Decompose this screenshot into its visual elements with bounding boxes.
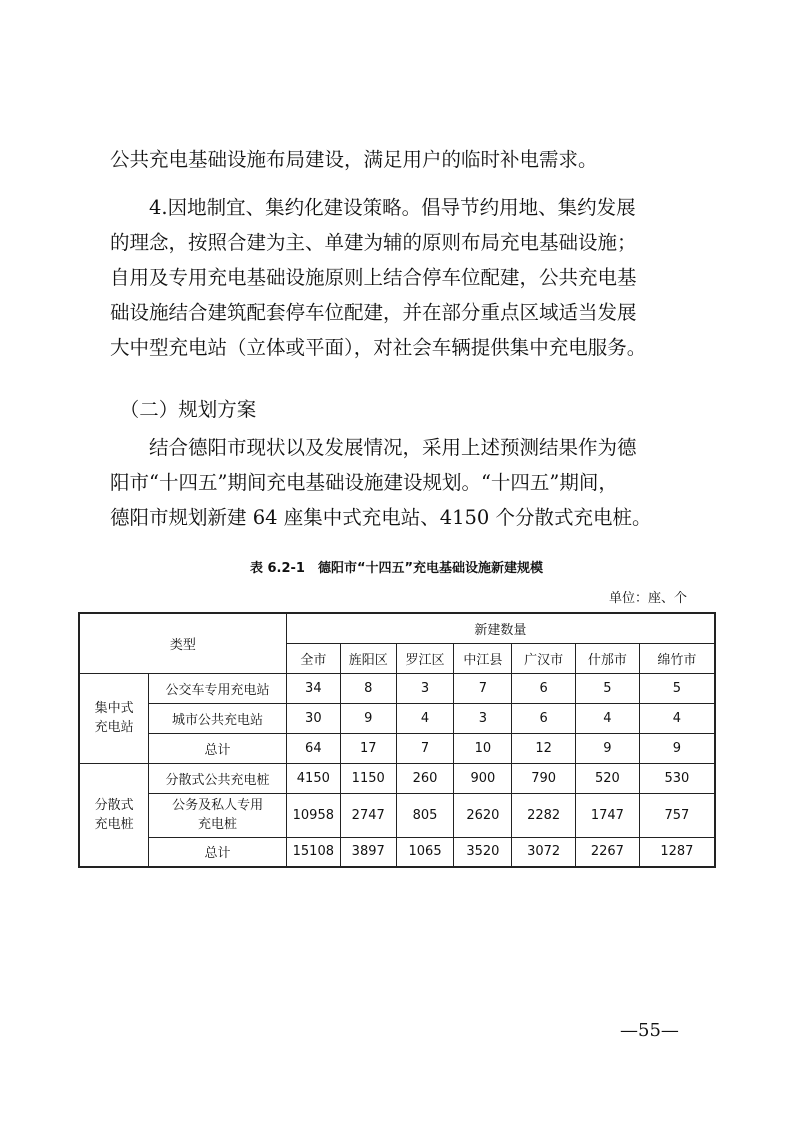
table-cell: 2267 [576,837,640,867]
table-row [79,673,715,703]
row-label-text: 公务及私人专用充电桩 [172,798,264,832]
table-cell: 7 [396,733,454,763]
row-label [149,793,287,837]
table-cell: 900 [454,763,512,793]
section-heading [110,392,690,427]
group-label [79,673,149,763]
text-line: 自用及专用充电基础设施原则上结合停车位配建，公共充电基 [110,266,637,289]
paragraph-3 [110,430,690,535]
table-row [79,837,715,867]
table-cell: 15108 [286,837,340,867]
table-cell: 5 [639,673,715,703]
text-line: 公共充电基础设施布局建设，满足用户的临时补电需求。 [110,148,598,171]
table-row [79,793,715,837]
table-cell: 17 [340,733,396,763]
table-cell: 1150 [340,763,396,793]
table-cell: 6 [512,703,576,733]
row-label: 公交车专用充电站 [149,673,287,703]
text-line: 4.因地制宜、集约化建设策略。倡导节约用地、集约发展 [110,196,636,219]
table-cell: 7 [454,673,512,703]
text-line: 础设施结合建筑配套停车位配建，并在部分重点区域适当发展 [110,301,637,324]
column-header: 罗江区 [396,643,454,673]
group-label-text: 分散式充电桩 [94,797,134,832]
table-cell: 3 [396,673,454,703]
table-cell: 10 [454,733,512,763]
table-row [79,703,715,733]
text-line: 阳市“十四五”期间充电基础设施建设规划。“十四五”期间， [110,471,618,494]
table-cell: 5 [576,673,640,703]
table-cell: 9 [576,733,640,763]
table-header-row [79,613,715,643]
column-header: 绵竹市 [639,643,715,673]
table-cell: 3 [454,703,512,733]
header-new-count: 新建数量 [286,613,715,643]
paragraph-1 [110,142,690,177]
table-cell: 2620 [454,793,512,837]
table-cell: 790 [512,763,576,793]
table-cell: 520 [576,763,640,793]
header-type: 类型 [79,613,286,673]
row-label: 分散式公共充电桩 [149,763,287,793]
table-cell: 805 [396,793,454,837]
text-line: 德阳市规划新建 64 座集中式充电站、4150 个分散式充电桩。 [110,506,652,529]
table-cell: 3072 [512,837,576,867]
paragraph-2 [110,190,690,365]
table-cell: 10958 [286,793,340,837]
table-cell: 8 [340,673,396,703]
table-row [79,763,715,793]
table-cell: 2282 [512,793,576,837]
page-number: —55— [620,1020,679,1041]
row-label: 城市公共充电站 [149,703,287,733]
table-cell: 3897 [340,837,396,867]
table-cell: 1065 [396,837,454,867]
group-label [79,763,149,867]
table-cell: 4 [576,703,640,733]
group-label-text: 集中式充电站 [94,701,134,735]
table-cell: 4 [396,703,454,733]
column-header: 旌阳区 [340,643,396,673]
text-line: 大中型充电站（立体或平面），对社会车辆提供集中充电服务。 [110,336,647,359]
table-cell: 34 [286,673,340,703]
data-table [78,612,716,868]
row-label-total: 总计 [149,733,287,763]
column-header: 全市 [286,643,340,673]
table-unit: 单位：座、个 [608,591,687,606]
row-label-total: 总计 [149,837,287,867]
table-cell: 6 [512,673,576,703]
column-header: 广汉市 [512,643,576,673]
table-cell: 4 [639,703,715,733]
text-line: 的理念，按照合建为主、单建为辅的原则布局充电基础设施； [110,231,637,254]
table-cell: 1287 [639,837,715,867]
table-cell: 12 [512,733,576,763]
heading-text: （二）规划方案 [110,398,257,421]
table-cell: 3520 [454,837,512,867]
table-row [79,733,715,763]
table-title: 表 6.2-1 德阳市“十四五”充电基础设施新建规模 [249,561,544,576]
table-cell: 9 [340,703,396,733]
column-header: 中江县 [454,643,512,673]
table-cell: 30 [286,703,340,733]
table-cell: 757 [639,793,715,837]
text-line: 结合德阳市现状以及发展情况，采用上述预测结果作为德 [110,436,637,459]
table-cell: 260 [396,763,454,793]
table-cell: 2747 [340,793,396,837]
table-cell: 530 [639,763,715,793]
table-cell: 1747 [576,793,640,837]
table-cell: 64 [286,733,340,763]
column-header: 什邡市 [576,643,640,673]
table-cell: 9 [639,733,715,763]
table-cell: 4150 [286,763,340,793]
